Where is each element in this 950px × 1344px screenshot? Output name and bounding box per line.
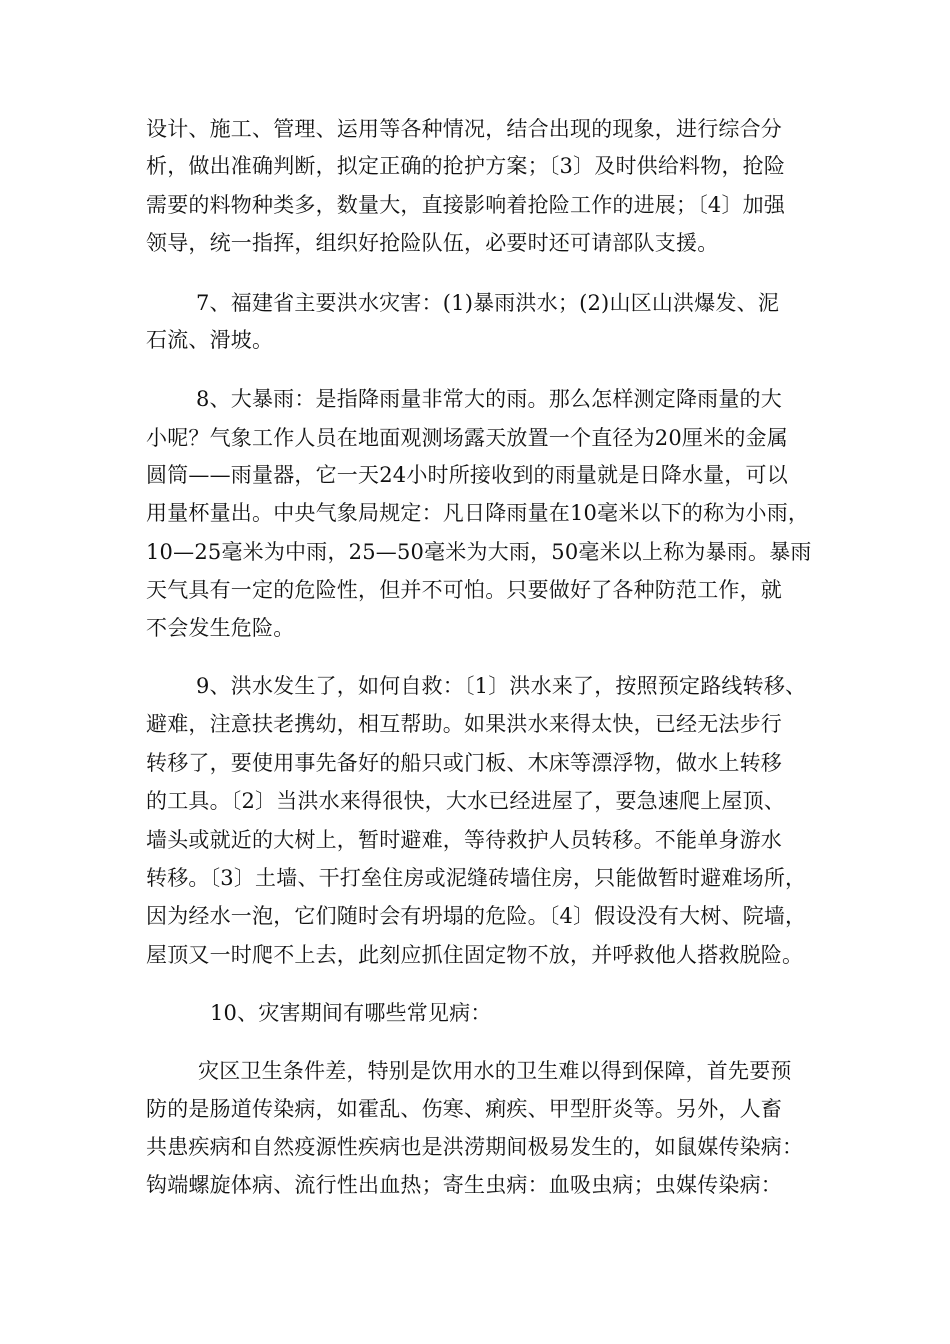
text-line: 需要的料物种类多，数量大，直接影响着抢险工作的进展；〔4〕加强	[146, 193, 786, 217]
text-line: 10、灾害期间有哪些常见病：	[210, 1001, 492, 1025]
text-line: 转移了，要使用事先备好的船只或门板、木床等漂浮物，做水上转移	[146, 751, 782, 775]
text-line: 小呢？气象工作人员在地面观测场露天放置一个直径为20厘米的金属	[146, 426, 788, 450]
text-line: 避难，注意扶老携幼，相互帮助。如果洪水来得太快，已经无法步行	[146, 712, 782, 736]
text-line: 钩端螺旋体病、流行性出血热；寄生虫病：血吸虫病；虫媒传染病：	[146, 1173, 782, 1197]
text-line: 领导，统一指挥，组织好抢险队伍，必要时还可请部队支援。	[146, 231, 719, 255]
text-line: 圆筒——雨量器，它一天24小时所接收到的雨量就是日降水量，可以	[146, 463, 788, 487]
text-line: 8、大暴雨：是指降雨量非常大的雨。那么怎样测定降雨量的大	[196, 387, 782, 411]
text-line: 不会发生危险。	[146, 616, 295, 640]
text-line: 灾区卫生条件差，特别是饮用水的卫生难以得到保障，首先要预	[198, 1059, 792, 1083]
text-line: 析，做出准确判断，拟定正确的抢护方案；〔3〕及时供给料物，抢险	[146, 154, 786, 178]
text-line: 墙头或就近的大树上，暂时避难，等待救护人员转移。不能单身游水	[146, 828, 782, 852]
text-line: 防的是肠道传染病，如霍乱、伤寒、痢疾、甲型肝炎等。另外，人畜	[146, 1097, 782, 1121]
text-line: 设计、施工、管理、运用等各种情况，结合出现的现象，进行综合分	[146, 117, 782, 141]
text-line: 屋顶又一时爬不上去，此刻应抓住固定物不放，并呼救他人搭救脱险。	[146, 943, 804, 967]
text-line: 10—25毫米为中雨，25—50毫米为大雨，50毫米以上称为暴雨。暴雨	[146, 540, 812, 564]
text-line: 共患疾病和自然疫源性疾病也是洪涝期间极易发生的，如鼠媒传染病：	[146, 1135, 804, 1159]
text-line: 石流、滑坡。	[146, 328, 274, 352]
text-line: 转移。〔3〕土墙、干打垒住房或泥缝砖墙住房，只能做暂时避难场所，	[146, 866, 807, 890]
text-line: 7、福建省主要洪水灾害：(1)暴雨洪水；(2)山区山洪爆发、泥	[196, 291, 780, 315]
text-line: 的工具。〔2〕当洪水来得很快，大水已经进屋了，要急速爬上屋顶、	[146, 789, 786, 813]
text-line: 用量杯量出。中央气象局规定：凡日降雨量在10毫米以下的称为小雨，	[146, 501, 810, 525]
text-line: 因为经水一泡，它们随时会有坍塌的危险。〔4〕假设没有大树、院墙，	[146, 904, 807, 928]
text-line: 9、洪水发生了，如何自救：〔1〕洪水来了，按照预定路线转移、	[196, 674, 807, 698]
text-line: 天气具有一定的危险性，但并不可怕。只要做好了各种防范工作，就	[146, 578, 782, 602]
